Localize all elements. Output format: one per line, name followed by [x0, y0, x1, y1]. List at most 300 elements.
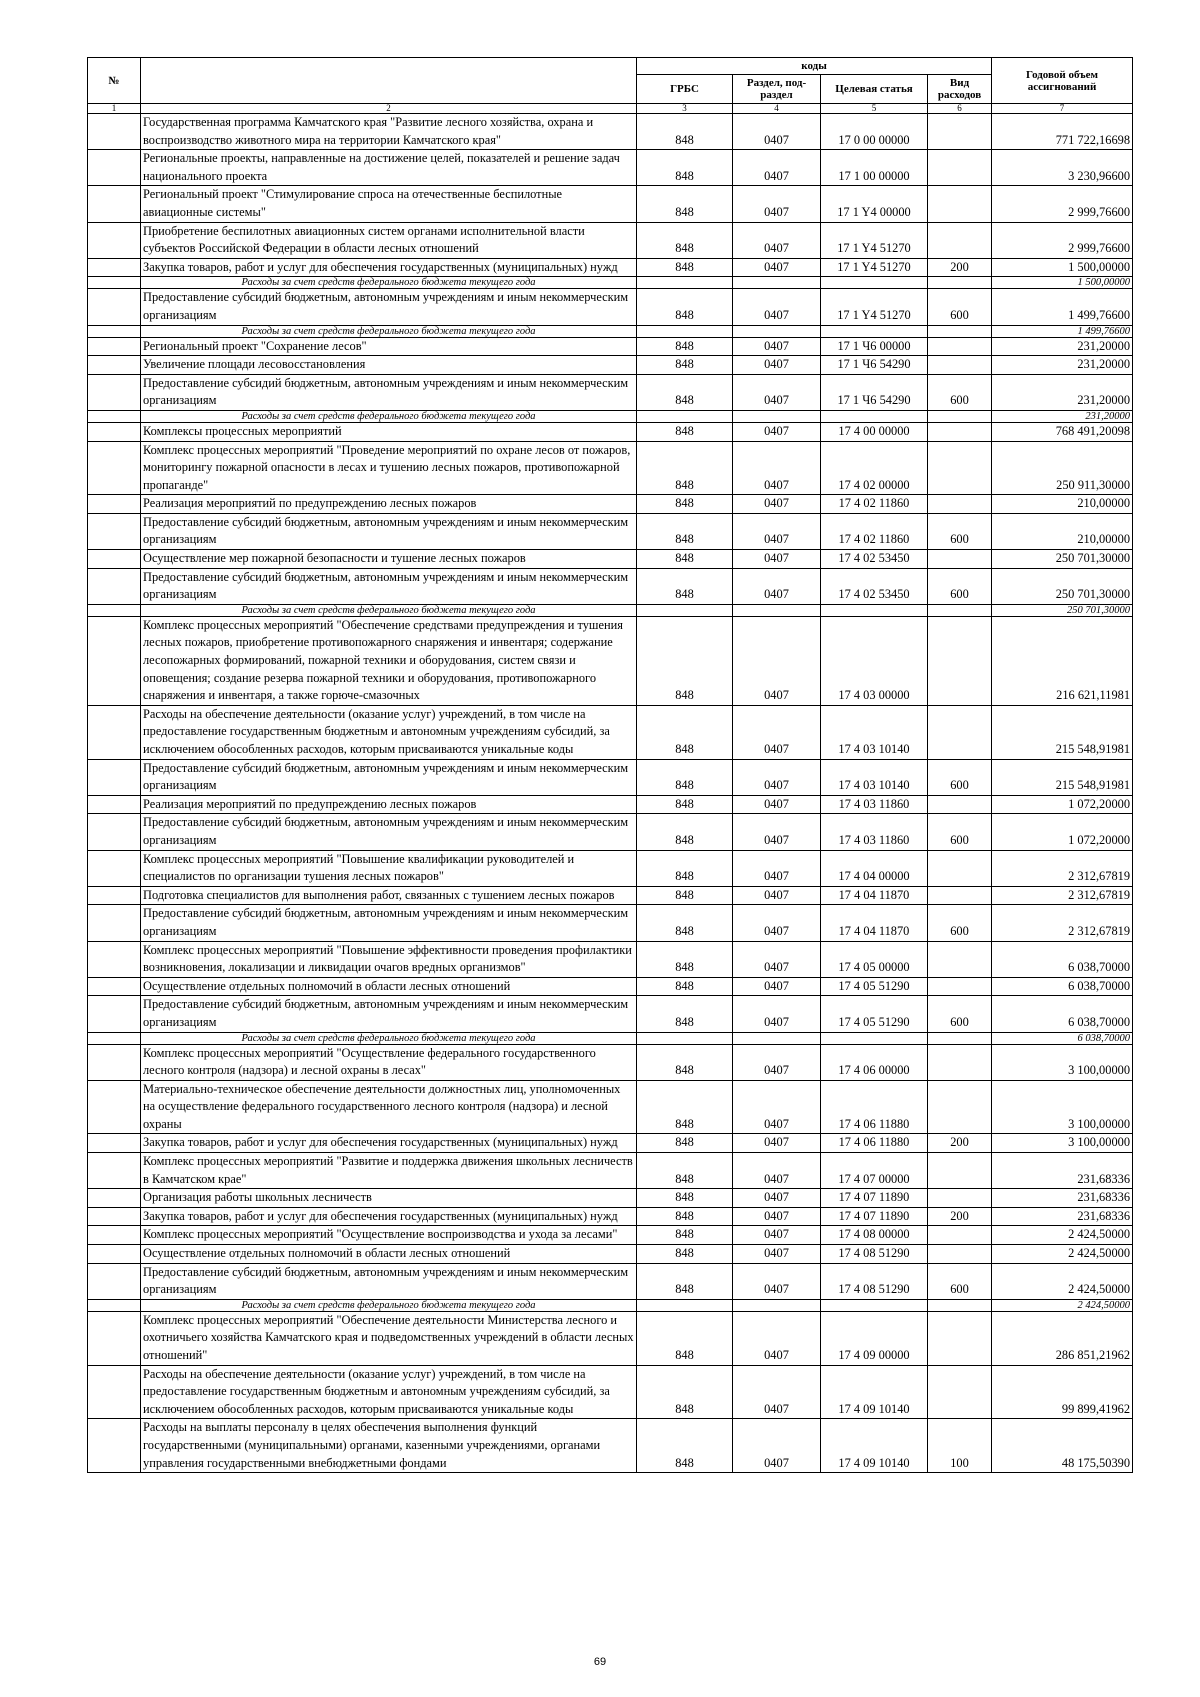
cell-number [88, 996, 141, 1032]
cell-number [88, 977, 141, 996]
cell-grbs: 848 [637, 513, 733, 549]
cell-number [88, 186, 141, 222]
cell-amount: 215 548,91981 [992, 759, 1133, 795]
cell-type [928, 1032, 992, 1044]
cell-type [928, 277, 992, 289]
cell-number [88, 441, 141, 495]
cell-grbs: 848 [637, 356, 733, 375]
cell-target [821, 1299, 928, 1311]
cell-amount: 1 499,76600 [992, 325, 1133, 337]
cell-name: Закупка товаров, работ и услуг для обеспечения государственных (муниципальных) нужд [141, 258, 637, 277]
cell-grbs: 848 [637, 705, 733, 759]
cell-amount: 250 701,30000 [992, 550, 1133, 569]
cell-name: Региональный проект "Сохранение лесов" [141, 337, 637, 356]
cell-target: 17 4 04 00000 [821, 850, 928, 886]
cell-type [928, 977, 992, 996]
cell-target: 17 4 04 11870 [821, 905, 928, 941]
cell-section: 0407 [733, 1207, 821, 1226]
cell-grbs: 848 [637, 996, 733, 1032]
cell-section: 0407 [733, 886, 821, 905]
cell-target: 17 4 06 11880 [821, 1134, 928, 1153]
cell-type [928, 850, 992, 886]
cell-name: Предоставление субсидий бюджетным, автономным учреждениям и иным некоммерческим организациям [141, 568, 637, 604]
cell-type [928, 1299, 992, 1311]
cell-number [88, 1263, 141, 1299]
cell-target: 17 1 Y4 51270 [821, 222, 928, 258]
cell-section: 0407 [733, 550, 821, 569]
cell-number [88, 550, 141, 569]
cell-target: 17 4 00 00000 [821, 422, 928, 441]
cell-target: 17 4 09 10140 [821, 1419, 928, 1473]
table-row [88, 150, 1133, 186]
cell-target: 17 4 08 51290 [821, 1263, 928, 1299]
cell-name: Предоставление субсидий бюджетным, автономным учреждениям и иным некоммерческим организациям [141, 374, 637, 410]
cell-target: 17 4 03 10140 [821, 705, 928, 759]
cell-number [88, 1245, 141, 1264]
cell-type [928, 1080, 992, 1134]
table-row [88, 905, 1133, 941]
cell-type: 600 [928, 568, 992, 604]
cell-grbs: 848 [637, 1365, 733, 1419]
cell-type [928, 150, 992, 186]
cell-name: Реализация мероприятий по предупреждению лесных пожаров [141, 795, 637, 814]
cell-grbs: 848 [637, 941, 733, 977]
cell-grbs: 848 [637, 495, 733, 514]
cell-type [928, 114, 992, 150]
table-header [88, 58, 1133, 114]
cell-grbs: 848 [637, 850, 733, 886]
cell-amount: 2 999,76600 [992, 186, 1133, 222]
cell-type [928, 222, 992, 258]
table-row [88, 941, 1133, 977]
table-row [88, 374, 1133, 410]
cell-name: Приобретение беспилотных авиационных систем органами исполнительной власти субъектов Российской Федерации в области лесных отношений [141, 222, 637, 258]
cell-name: Предоставление субсидий бюджетным, автономным учреждениям и иным некоммерческим организациям [141, 513, 637, 549]
table-row [88, 996, 1133, 1032]
cell-target: 17 1 Y4 51270 [821, 289, 928, 325]
cell-target: 17 4 02 11860 [821, 495, 928, 514]
cell-section: 0407 [733, 1365, 821, 1419]
cell-section: 0407 [733, 441, 821, 495]
cell-target [821, 410, 928, 422]
cell-section: 0407 [733, 941, 821, 977]
cell-number [88, 1080, 141, 1134]
cell-target: 17 1 Y4 51270 [821, 258, 928, 277]
cell-target: 17 4 03 11860 [821, 795, 928, 814]
cell-section: 0407 [733, 568, 821, 604]
cell-grbs: 848 [637, 150, 733, 186]
cell-grbs: 848 [637, 550, 733, 569]
cell-section: 0407 [733, 495, 821, 514]
table-row [88, 441, 1133, 495]
cell-type: 600 [928, 905, 992, 941]
cell-name: Расходы за счет средств федерального бюджета текущего года [141, 1299, 637, 1311]
cell-section: 0407 [733, 1226, 821, 1245]
header-number: № [88, 58, 141, 104]
cell-target: 17 4 03 11860 [821, 814, 928, 850]
cell-type: 600 [928, 289, 992, 325]
cell-grbs: 848 [637, 1189, 733, 1208]
cell-amount: 2 424,50000 [992, 1299, 1133, 1311]
cell-amount: 1 499,76600 [992, 289, 1133, 325]
cell-name: Организация работы школьных лесничеств [141, 1189, 637, 1208]
cell-target: 17 4 02 53450 [821, 568, 928, 604]
table-row [88, 977, 1133, 996]
table-row [88, 1153, 1133, 1189]
cell-grbs: 848 [637, 374, 733, 410]
cell-amount: 6 038,70000 [992, 1032, 1133, 1044]
cell-type [928, 495, 992, 514]
cell-amount: 2 312,67819 [992, 905, 1133, 941]
cell-grbs: 848 [637, 977, 733, 996]
cell-number [88, 795, 141, 814]
cell-amount: 231,68336 [992, 1189, 1133, 1208]
header-codes: коды [637, 58, 992, 75]
cell-amount: 3 100,00000 [992, 1044, 1133, 1080]
cell-name: Увеличение площади лесовосстановления [141, 356, 637, 375]
note-row [88, 1032, 1133, 1044]
table-row [88, 513, 1133, 549]
cell-name: Осуществление отдельных полномочий в области лесных отношений [141, 1245, 637, 1264]
cell-name: Комплекс процессных мероприятий "Осуществление воспроизводства и ухода за лесами" [141, 1226, 637, 1245]
header-grbs: ГРБС [637, 75, 733, 104]
cell-type: 600 [928, 814, 992, 850]
cell-name: Материально-техническое обеспечение деятельности должностных лиц, уполномоченных на осуществление федерального государственного лесного контроля (надзора) и лесной охраны [141, 1080, 637, 1134]
cell-section: 0407 [733, 616, 821, 705]
cell-grbs: 848 [637, 814, 733, 850]
table-row [88, 1207, 1133, 1226]
cell-type [928, 1189, 992, 1208]
cell-number [88, 289, 141, 325]
cell-section: 0407 [733, 337, 821, 356]
cell-target: 17 4 08 51290 [821, 1245, 928, 1264]
cell-type [928, 941, 992, 977]
cell-grbs: 848 [637, 759, 733, 795]
cell-number [88, 604, 141, 616]
cell-target: 17 4 04 11870 [821, 886, 928, 905]
cell-amount: 99 899,41962 [992, 1365, 1133, 1419]
table-row [88, 1134, 1133, 1153]
cell-type [928, 795, 992, 814]
cell-section: 0407 [733, 759, 821, 795]
cell-name: Расходы за счет средств федерального бюджета текущего года [141, 604, 637, 616]
cell-name: Предоставление субсидий бюджетным, автономным учреждениям и иным некоммерческим организациям [141, 814, 637, 850]
cell-section: 0407 [733, 1134, 821, 1153]
cell-number [88, 513, 141, 549]
cell-number [88, 495, 141, 514]
column-number-row [88, 104, 1133, 114]
cell-section [733, 1032, 821, 1044]
cell-grbs: 848 [637, 1419, 733, 1473]
cell-section: 0407 [733, 1153, 821, 1189]
cell-grbs: 848 [637, 1080, 733, 1134]
cell-target: 17 4 07 11890 [821, 1189, 928, 1208]
cell-amount: 1 072,20000 [992, 795, 1133, 814]
cell-grbs: 848 [637, 1044, 733, 1080]
cell-name: Осуществление отдельных полномочий в области лесных отношений [141, 977, 637, 996]
cell-type [928, 1153, 992, 1189]
cell-type: 600 [928, 759, 992, 795]
cell-type: 600 [928, 374, 992, 410]
cell-amount: 2 312,67819 [992, 850, 1133, 886]
colnum-5: 5 [821, 104, 928, 114]
cell-amount: 3 100,00000 [992, 1134, 1133, 1153]
table-row [88, 1226, 1133, 1245]
cell-name: Расходы на обеспечение деятельности (оказание услуг) учреждений, в том числе на предоставление государственным бюджетным и автономным учреждениям субсидий, за исключением обособленных расходов, которым присваиваются уникальные коды [141, 705, 637, 759]
cell-grbs: 848 [637, 568, 733, 604]
cell-number [88, 1299, 141, 1311]
colnum-4: 4 [733, 104, 821, 114]
table-row [88, 258, 1133, 277]
cell-amount: 3 230,96600 [992, 150, 1133, 186]
cell-number [88, 886, 141, 905]
cell-name: Предоставление субсидий бюджетным, автономным учреждениям и иным некоммерческим организациям [141, 905, 637, 941]
cell-amount: 48 175,50390 [992, 1419, 1133, 1473]
cell-name: Расходы за счет средств федерального бюджета текущего года [141, 410, 637, 422]
cell-number [88, 905, 141, 941]
header-amount: Годовой объем ассигнований [992, 58, 1133, 104]
colnum-3: 3 [637, 104, 733, 114]
cell-name: Реализация мероприятий по предупреждению лесных пожаров [141, 495, 637, 514]
budget-table-sheet [87, 57, 1132, 1473]
cell-target: 17 4 02 00000 [821, 441, 928, 495]
cell-grbs [637, 277, 733, 289]
cell-grbs [637, 1032, 733, 1044]
note-row [88, 1299, 1133, 1311]
cell-section: 0407 [733, 905, 821, 941]
cell-amount: 216 621,11981 [992, 616, 1133, 705]
cell-target: 17 1 00 00000 [821, 150, 928, 186]
header-name [141, 58, 637, 104]
cell-type [928, 1311, 992, 1365]
table-row [88, 186, 1133, 222]
cell-grbs: 848 [637, 222, 733, 258]
cell-name: Расходы за счет средств федерального бюджета текущего года [141, 1032, 637, 1044]
cell-type: 200 [928, 1134, 992, 1153]
table-row [88, 759, 1133, 795]
cell-type [928, 604, 992, 616]
cell-type: 200 [928, 258, 992, 277]
cell-number [88, 1365, 141, 1419]
cell-section: 0407 [733, 513, 821, 549]
table-row [88, 356, 1133, 375]
cell-number [88, 941, 141, 977]
cell-target: 17 4 07 00000 [821, 1153, 928, 1189]
cell-name: Комплекс процессных мероприятий "Обеспечение средствами предупреждения и тушения лесных пожаров, приобретение противопожарного снаряжения и инвентаря; содержание лесопожарных формирований, пожарной техники и оборудования, систем связи и оповещения; создание резерва пожарной техники и оборудования, противопожарного снаряжения и инвентаря, а также горюче-смазочных [141, 616, 637, 705]
cell-amount: 768 491,20098 [992, 422, 1133, 441]
cell-section: 0407 [733, 705, 821, 759]
table-row [88, 495, 1133, 514]
cell-number [88, 1311, 141, 1365]
cell-number [88, 374, 141, 410]
cell-grbs: 848 [637, 886, 733, 905]
cell-amount: 2 424,50000 [992, 1226, 1133, 1245]
budget-table [87, 57, 1133, 1473]
header-type: Вид расходов [928, 75, 992, 104]
cell-type [928, 550, 992, 569]
table-row [88, 1044, 1133, 1080]
cell-grbs: 848 [637, 616, 733, 705]
cell-amount: 231,20000 [992, 356, 1133, 375]
cell-target [821, 325, 928, 337]
table-row [88, 222, 1133, 258]
cell-name: Расходы за счет средств федерального бюджета текущего года [141, 325, 637, 337]
cell-amount: 231,20000 [992, 374, 1133, 410]
cell-number [88, 325, 141, 337]
cell-amount: 2 424,50000 [992, 1263, 1133, 1299]
cell-number [88, 410, 141, 422]
cell-section: 0407 [733, 150, 821, 186]
cell-name: Государственная программа Камчатского края "Развитие лесного хозяйства, охрана и воспроизводство животного мира на территории Камчатского края" [141, 114, 637, 150]
cell-amount: 6 038,70000 [992, 941, 1133, 977]
cell-section: 0407 [733, 1044, 821, 1080]
cell-number [88, 337, 141, 356]
cell-grbs [637, 410, 733, 422]
cell-section: 0407 [733, 1311, 821, 1365]
cell-type [928, 441, 992, 495]
cell-number [88, 1207, 141, 1226]
cell-type [928, 422, 992, 441]
cell-type [928, 337, 992, 356]
cell-amount: 286 851,21962 [992, 1311, 1133, 1365]
cell-type [928, 886, 992, 905]
cell-name: Предоставление субсидий бюджетным, автономным учреждениям и иным некоммерческим организациям [141, 996, 637, 1032]
cell-grbs: 848 [637, 186, 733, 222]
table-row [88, 337, 1133, 356]
cell-type [928, 1044, 992, 1080]
cell-amount: 6 038,70000 [992, 977, 1133, 996]
cell-section [733, 410, 821, 422]
cell-number [88, 705, 141, 759]
cell-number [88, 1189, 141, 1208]
cell-target: 17 4 05 00000 [821, 941, 928, 977]
cell-target: 17 4 06 11880 [821, 1080, 928, 1134]
cell-amount: 771 722,16698 [992, 114, 1133, 150]
table-row [88, 705, 1133, 759]
cell-type [928, 705, 992, 759]
cell-grbs: 848 [637, 258, 733, 277]
cell-amount: 2 424,50000 [992, 1245, 1133, 1264]
header-section: Раздел, под-раздел [733, 75, 821, 104]
cell-grbs: 848 [637, 905, 733, 941]
cell-amount: 2 999,76600 [992, 222, 1133, 258]
cell-name: Расходы на обеспечение деятельности (оказание услуг) учреждений, в том числе на предоставление государственным бюджетным и автономным учреждениям субсидий, за исключением обособленных расходов, которым присваиваются уникальные коды [141, 1365, 637, 1419]
table-row [88, 795, 1133, 814]
cell-name: Расходы на выплаты персоналу в целях обеспечения выполнения функций государственными (муниципальными) органами, казенными учреждениями, органами управления государственными внебюджетными фондами [141, 1419, 637, 1473]
cell-type: 600 [928, 996, 992, 1032]
cell-name: Комплекс процессных мероприятий "Развитие и поддержка движения школьных лесничеств в Камчатском крае" [141, 1153, 637, 1189]
cell-amount: 1 500,00000 [992, 277, 1133, 289]
cell-number [88, 1032, 141, 1044]
cell-name: Комплексы процессных мероприятий [141, 422, 637, 441]
table-row [88, 1311, 1133, 1365]
cell-number [88, 759, 141, 795]
cell-number [88, 1226, 141, 1245]
table-body [88, 114, 1133, 1473]
cell-type [928, 616, 992, 705]
cell-target: 17 4 05 51290 [821, 996, 928, 1032]
colnum-6: 6 [928, 104, 992, 114]
note-row [88, 325, 1133, 337]
cell-number [88, 150, 141, 186]
cell-grbs: 848 [637, 1311, 733, 1365]
note-row [88, 277, 1133, 289]
cell-grbs: 848 [637, 337, 733, 356]
cell-amount: 250 701,30000 [992, 604, 1133, 616]
cell-target: 17 1 Ч6 00000 [821, 337, 928, 356]
cell-amount: 231,20000 [992, 410, 1133, 422]
cell-number [88, 1044, 141, 1080]
cell-section: 0407 [733, 374, 821, 410]
table-row [88, 886, 1133, 905]
cell-name: Комплекс процессных мероприятий "Проведение мероприятий по охране лесов от пожаров, мониторингу пожарной опасности в лесах и тушению лесных пожаров, противопожарной пропаганде" [141, 441, 637, 495]
cell-name: Комплекс процессных мероприятий "Повышение квалификации руководителей и специалистов по организации тушения лесных пожаров" [141, 850, 637, 886]
cell-target: 17 1 Y4 00000 [821, 186, 928, 222]
cell-number [88, 114, 141, 150]
cell-number [88, 1134, 141, 1153]
cell-target: 17 4 03 00000 [821, 616, 928, 705]
cell-section: 0407 [733, 814, 821, 850]
cell-grbs: 848 [637, 795, 733, 814]
cell-name: Закупка товаров, работ и услуг для обеспечения государственных (муниципальных) нужд [141, 1207, 637, 1226]
cell-section: 0407 [733, 114, 821, 150]
cell-number [88, 1419, 141, 1473]
table-row [88, 616, 1133, 705]
header-target: Целевая статья [821, 75, 928, 104]
cell-number [88, 1153, 141, 1189]
cell-name: Комплекс процессных мероприятий "Обеспечение деятельности Министерства лесного и охотничьего хозяйства Камчатского края и подведомственных учреждений в области лесных отношений" [141, 1311, 637, 1365]
table-row [88, 1263, 1133, 1299]
cell-section: 0407 [733, 1245, 821, 1264]
cell-name: Расходы за счет средств федерального бюджета текущего года [141, 277, 637, 289]
cell-target: 17 4 06 00000 [821, 1044, 928, 1080]
cell-section: 0407 [733, 795, 821, 814]
cell-type [928, 1245, 992, 1264]
cell-name: Региональные проекты, направленные на достижение целей, показателей и решение задач национального проекта [141, 150, 637, 186]
cell-type [928, 325, 992, 337]
cell-section [733, 277, 821, 289]
page-number: 69 [593, 1656, 607, 1668]
table-row [88, 1080, 1133, 1134]
cell-target: 17 4 09 00000 [821, 1311, 928, 1365]
cell-target: 17 4 02 53450 [821, 550, 928, 569]
cell-type [928, 1226, 992, 1245]
cell-grbs [637, 1299, 733, 1311]
cell-section: 0407 [733, 1419, 821, 1473]
table-row [88, 1365, 1133, 1419]
cell-number [88, 568, 141, 604]
cell-name: Комплекс процессных мероприятий "Повышение эффективности проведения профилактики возникновения, локализации и ликвидации очагов вредных организмов" [141, 941, 637, 977]
cell-name: Предоставление субсидий бюджетным, автономным учреждениям и иным некоммерческим организациям [141, 1263, 637, 1299]
cell-target [821, 1032, 928, 1044]
cell-grbs: 848 [637, 422, 733, 441]
table-row [88, 1419, 1133, 1473]
colnum-7: 7 [992, 104, 1133, 114]
cell-name: Подготовка специалистов для выполнения работ, связанных с тушением лесных пожаров [141, 886, 637, 905]
cell-type: 600 [928, 513, 992, 549]
cell-section: 0407 [733, 186, 821, 222]
cell-target: 17 4 08 00000 [821, 1226, 928, 1245]
cell-section [733, 325, 821, 337]
cell-number [88, 356, 141, 375]
cell-name: Региональный проект "Стимулирование спроса на отечественные беспилотные авиационные системы" [141, 186, 637, 222]
cell-section: 0407 [733, 850, 821, 886]
cell-target: 17 4 02 11860 [821, 513, 928, 549]
cell-number [88, 850, 141, 886]
cell-amount: 2 312,67819 [992, 886, 1133, 905]
cell-section: 0407 [733, 1189, 821, 1208]
cell-section: 0407 [733, 1080, 821, 1134]
